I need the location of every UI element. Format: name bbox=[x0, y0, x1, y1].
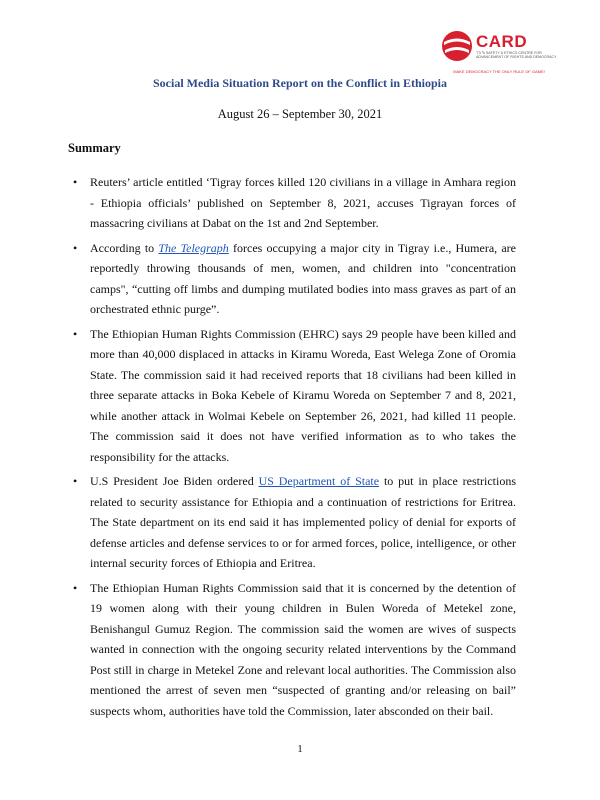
telegraph-link[interactable]: The Telegraph bbox=[158, 240, 229, 255]
report-title: Social Media Situation Report on the Conflict in Ethiopia bbox=[152, 76, 448, 90]
logo-brand: CARD bbox=[476, 32, 528, 51]
summary-list bbox=[90, 172, 516, 725]
bullet-ehrc-kiramu bbox=[90, 324, 516, 468]
bullet-reuters bbox=[90, 172, 516, 234]
bullet-text: According to bbox=[90, 240, 159, 255]
bullet-text: The Ethiopian Human Rights Commission (EHRC) says 29 people have been killed and more than 40,000 displaced in attacks in Kiramu Woreda, East Welega Zone of Oromia State. The commission said it had received reports that 18 civilians had been killed in three separate attacks in Boka Kebele of Kiramu Woreda on September 7 and 8, 2021, while another attack in Wolmai Kebele on September 26, 2021, had killed 11 people. The commission said it does not have verified information as to who takes the responsibility for the attacks. bbox=[90, 326, 516, 464]
summary-heading: Summary bbox=[68, 141, 121, 155]
card-logo-icon bbox=[440, 28, 476, 68]
bullet-ehrc-metekel bbox=[90, 578, 516, 722]
bullet-us-state bbox=[90, 471, 516, 574]
state-department-link[interactable]: US Department of State bbox=[258, 474, 380, 488]
logo-subtitle: Ⴈ Ⴉ Ⴊ SAFETY & ETHICS CENTRE FOR ADVANCEMENT OF RIGHTS AND DEMOCRACY bbox=[476, 51, 557, 60]
bullet-text: to put in place restrictions related to security assistance for Ethiopia and a continuation of restrictions for Eritrea. The State department on its end said it has implemented policy of denial for exports of defense articles and defense services to or for armed forces, police, intelligence, or other internal security forces of Ethiopia and Eritrea. bbox=[90, 474, 516, 570]
bullet-text: U.S President Joe Biden ordered bbox=[90, 474, 259, 488]
bullet-text: The Ethiopian Human Rights Commission said that it is concerned by the detention of 19 women along with their young children in Bulen Woreda of Metekel zone, Benishangul Gumuz Region. The commission said the women are wives of suspects wanted in connection with the ongoing security related interventions by the Command Post still in charge in Metekel Zone and relevant local authorities. The Commission also mentioned the arrest of seven men “suspected of granting and/or releasing on bail” suspects whom, authorities have told the Commission, later absconded on their bail. bbox=[90, 580, 516, 718]
card-logo bbox=[440, 28, 558, 78]
bullet-telegraph bbox=[90, 238, 516, 320]
bullet-text: forces occupying a major city in Tigray i.e., Humera, are reportedly throwing thousands of men, women, and children into "concentration camps", “cutting off limbs and dumping mutilated bodies into mass graves as part of an orchestrated ethnic purge”. bbox=[90, 240, 517, 316]
report-dates: August 26 – September 30, 2021 bbox=[217, 107, 383, 121]
logo-tagline: MAKE DEMOCRACY THE ONLY RULE OF GAME! bbox=[453, 69, 545, 74]
bullet-text: Reuters’ article entitled ‘Tigray forces killed 120 civilians in a village in Amhara region - Ethiopia officials’ published on September 8, 2021, accuses Tigrayan forces of massacring civilians at Dabat on the 1st and 2nd September. bbox=[90, 175, 516, 230]
page-number: 1 bbox=[297, 743, 303, 755]
